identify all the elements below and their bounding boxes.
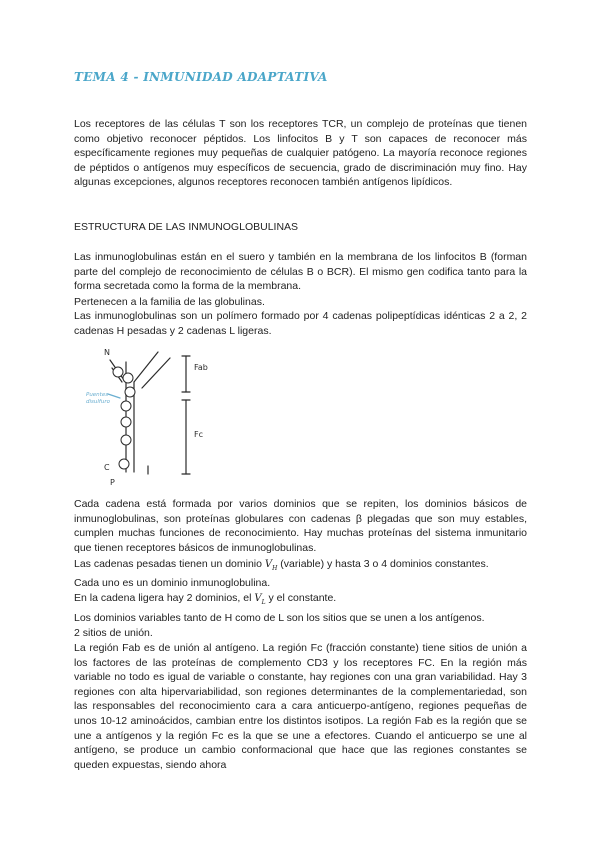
vl-letter: V [254, 593, 262, 604]
figure-label-n: N [104, 348, 110, 357]
figure-label-fc: Fc [194, 430, 203, 439]
binding-sites-paragraph: 2 sitios de unión. [74, 627, 153, 639]
light-chain-variable-symbol [254, 593, 265, 604]
antibody-sketch-figure [86, 342, 212, 487]
vh-letter: V [264, 559, 273, 570]
vh-subscript: H [272, 565, 278, 572]
domain-circle-6 [121, 435, 131, 445]
light-chain-text-before: En la cadena ligera hay 2 dominios, el [74, 592, 252, 604]
vl-subscript: L [261, 599, 266, 606]
immunoglobulin-location-paragraph: Las inmunoglobulinas están en el suero y también en la membrana de los linfocitos B (forman parte del complejo de reconocimiento de células B o BCR). El mismo gen codifica tanto para la forma secretada como la forma de la membrana. [74, 251, 527, 293]
heavy-chain-text-after: (variable) y hasta 3 o 4 dominios constantes. [280, 558, 489, 570]
domain-circle-4 [121, 401, 131, 411]
section-heading: ESTRUCTURA DE LAS INMUNOGLOBULINAS [74, 221, 299, 233]
domain-circle-1 [113, 367, 123, 377]
heavy-chain-variable-symbol [265, 559, 277, 570]
figure-label-c: C [104, 463, 110, 472]
intro-paragraph: Los receptores de las células T son los receptores TCR, un complejo de proteínas que tienen como objetivo reconocer péptidos. Los linfocitos B y T son capaces de reconocer más específicamente regiones muy pequeñas de cualquier patógeno. La mayoría reconoce regiones de péptidos o antígenos muy específicos de secuencia, grado de discriminación muy fino. Hay algunas excepciones, algunos receptores reconocen también antígenos lipídicos. [74, 118, 527, 189]
domain-circle-2 [123, 373, 133, 383]
domain-unit-paragraph: Cada uno es un dominio inmunoglobulina. [74, 577, 271, 589]
domain-circle-5 [121, 417, 131, 427]
light-chain-text-after: y el constante. [268, 592, 337, 604]
domain-circle-7 [119, 459, 129, 469]
heavy-chain-text-before: Las cadenas pesadas tienen un dominio [74, 558, 262, 570]
figure-label-p: P [110, 478, 115, 487]
polymer-chains-paragraph: Las inmunoglobulinas son un polímero formado por 4 cadenas polipeptídicas idénticas 2 a 2, 2 cadenas H pesadas y 2 cadenas L ligeras. [74, 310, 527, 337]
variable-domains-paragraph: Los dominios variables tanto de H como de L son los sitios que se unen a los antígenos. [74, 612, 485, 624]
domain-circle-3 [125, 387, 135, 397]
figure-note-puentes: Puentes [86, 392, 109, 398]
figure-note-disulfuro: disulfuro [86, 399, 110, 405]
page-title: TEMA 4 - INMUNIDAD ADAPTATIVA [74, 70, 328, 84]
heavy-chain-paragraph [74, 557, 527, 577]
globulin-family-paragraph: Pertenecen a la familia de las globulinas. [74, 296, 265, 308]
domains-paragraph: Cada cadena está formada por varios dominios que se repiten, los dominios básicos de inmunoglobulinas, son proteínas globulares con cadenas β plegadas que son muy estables, cumplen muchas funciones de reconocimiento. Hay muchas proteínas del sistema inmunitario que tienen receptores básicos de inmunoglobulinas. [74, 498, 527, 554]
light-chain-paragraph [74, 591, 527, 611]
fab-fc-regions-paragraph: La región Fab es de unión al antígeno. La región Fc (fracción constante) tiene sitios de unión a los factores de las proteínas de complemento CD3 y los receptores FC. En la región más variable no todo es igual de variable o constante, hay regiones con una gran variabilidad. Hay 3 regiones con alta hipervariabilidad, son regiones determinantes de la complementariedad, son las responsables del reconocimiento cara a cara anticuerpo-antígeno, regiones pequeñas de unos 10-12 aminoácidos, cambian entre los distintos isotipos. La región Fab es la región que se une a antígenos y la región Fc es la que se une a efectores. Cuando el anticuerpo se une al antígeno, se produce un cambio conformacional que hace que las regiones constantes se queden expuestas, siendo ahora [74, 642, 527, 771]
figure-label-fab: Fab [194, 363, 208, 372]
